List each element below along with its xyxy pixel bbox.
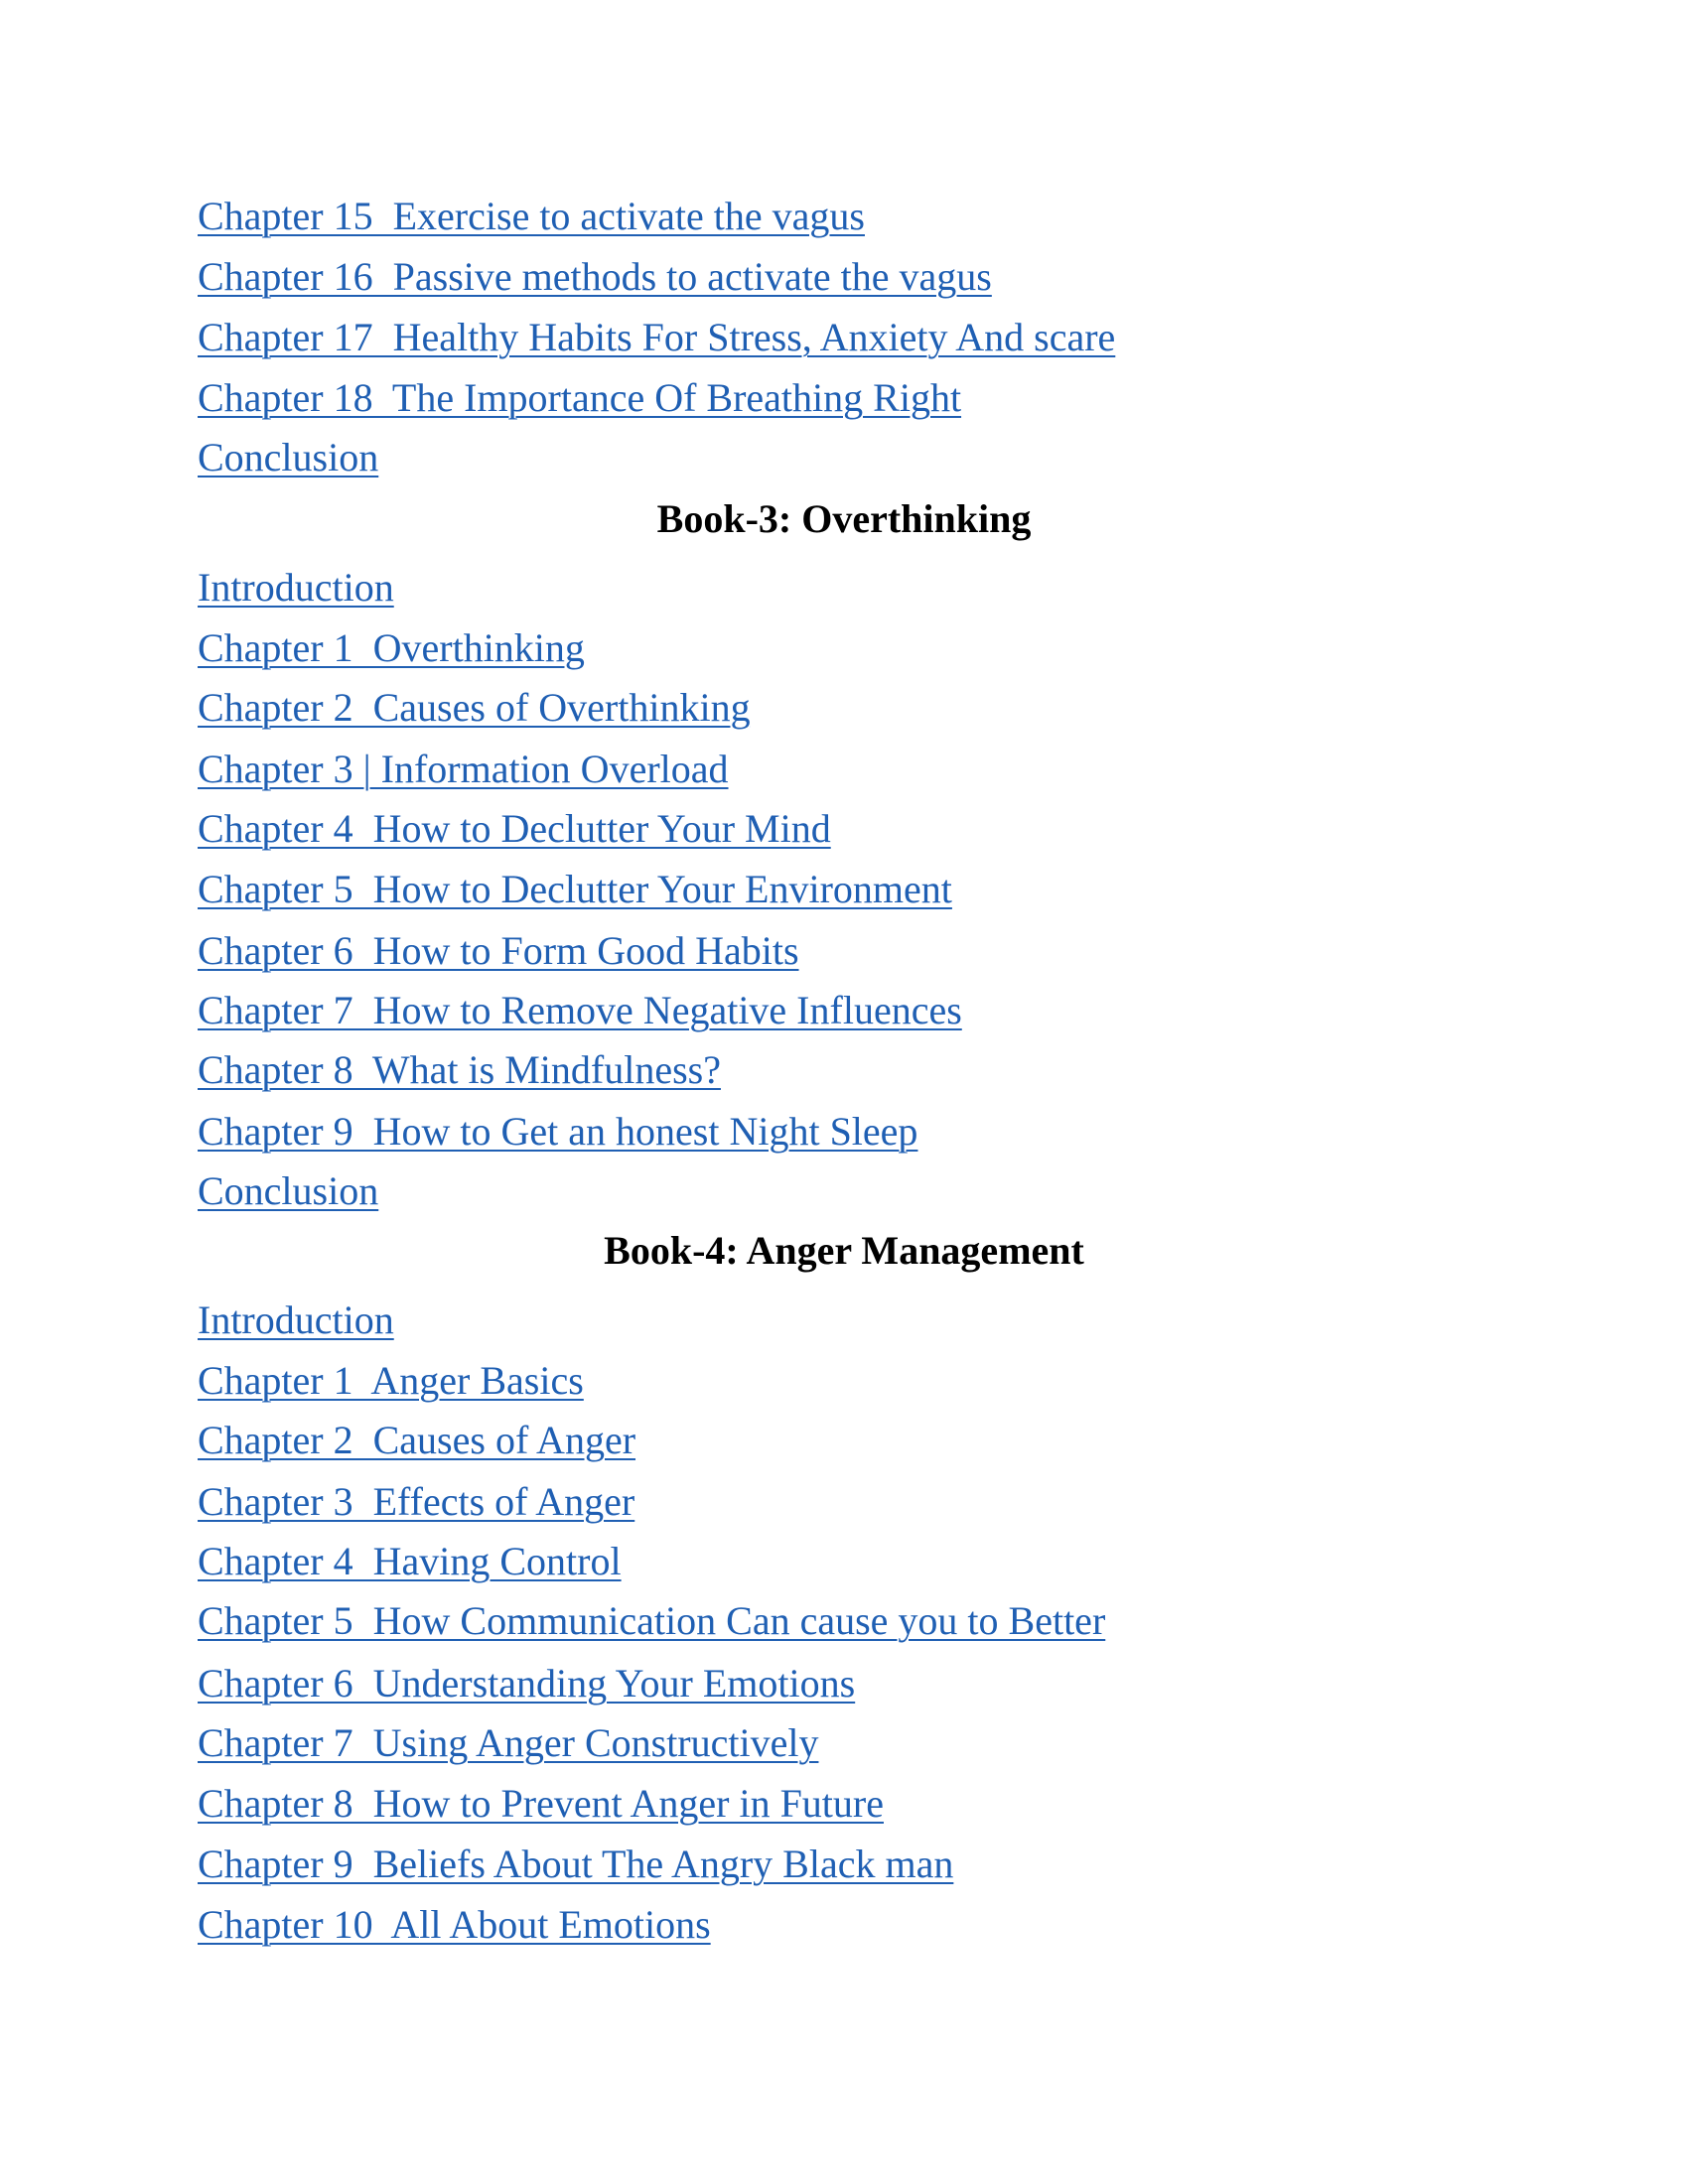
toc-link-book4-introduction[interactable]: Introduction (198, 1297, 394, 1342)
toc-link-book4-chapter-1[interactable]: Chapter 1 Anger Basics (198, 1358, 584, 1403)
toc-link-book4-chapter-6[interactable]: Chapter 6 Understanding Your Emotions (198, 1661, 856, 1706)
toc-link-book4-chapter-8[interactable]: Chapter 8 How to Prevent Anger in Future (198, 1781, 884, 1826)
toc-link-book4-chapter-10[interactable]: Chapter 10 All About Emotions (198, 1902, 711, 1947)
toc-link-book3-chapter-7[interactable]: Chapter 7 How to Remove Negative Influences (198, 988, 962, 1032)
toc-link-book4-chapter-9[interactable]: Chapter 9 Beliefs About The Angry Black man (198, 1842, 954, 1886)
toc-link-book3-chapter-1[interactable]: Chapter 1 Overthinking (198, 625, 585, 670)
toc-link-book2-chapter-15[interactable]: Chapter 15 Exercise to activate the vagus (198, 194, 865, 238)
toc-link-book4-chapter-2[interactable]: Chapter 2 Causes of Anger (198, 1418, 636, 1462)
toc-link-book3-conclusion[interactable]: Conclusion (198, 1168, 379, 1213)
toc-link-book4-chapter-4[interactable]: Chapter 4 Having Control (198, 1539, 622, 1583)
toc-link-book3-chapter-9[interactable]: Chapter 9 How to Get an honest Night Sleep (198, 1109, 918, 1154)
book3-heading: Book-3: Overthinking (656, 496, 1032, 541)
toc-link-book4-chapter-3[interactable]: Chapter 3 Effects of Anger (198, 1479, 635, 1524)
toc-link-book3-chapter-2[interactable]: Chapter 2 Causes of Overthinking (198, 685, 751, 730)
toc-link-book3-chapter-4[interactable]: Chapter 4 How to Declutter Your Mind (198, 806, 831, 851)
toc-link-book4-chapter-5[interactable]: Chapter 5 How Communication Can cause you to Better (198, 1598, 1106, 1643)
toc-link-book3-introduction[interactable]: Introduction (198, 565, 394, 610)
toc-link-book3-chapter-5[interactable]: Chapter 5 How to Declutter Your Environment (198, 867, 952, 911)
toc-link-book2-conclusion[interactable]: Conclusion (198, 435, 379, 479)
toc-link-book3-chapter-6[interactable]: Chapter 6 How to Form Good Habits (198, 928, 799, 973)
toc-link-book2-chapter-18[interactable]: Chapter 18 The Importance Of Breathing Right (198, 375, 962, 420)
toc-link-book2-chapter-16[interactable]: Chapter 16 Passive methods to activate the vagus (198, 254, 992, 299)
book4-heading: Book-4: Anger Management (604, 1228, 1084, 1273)
toc-link-book3-chapter-3[interactable]: Chapter 3 | Information Overload (198, 747, 729, 791)
toc-link-book4-chapter-7[interactable]: Chapter 7 Using Anger Constructively (198, 1720, 819, 1765)
toc-link-book2-chapter-17[interactable]: Chapter 17 Healthy Habits For Stress, Anxiety And scare (198, 315, 1116, 359)
toc-link-book3-chapter-8[interactable]: Chapter 8 What is Mindfulness? (198, 1047, 721, 1092)
